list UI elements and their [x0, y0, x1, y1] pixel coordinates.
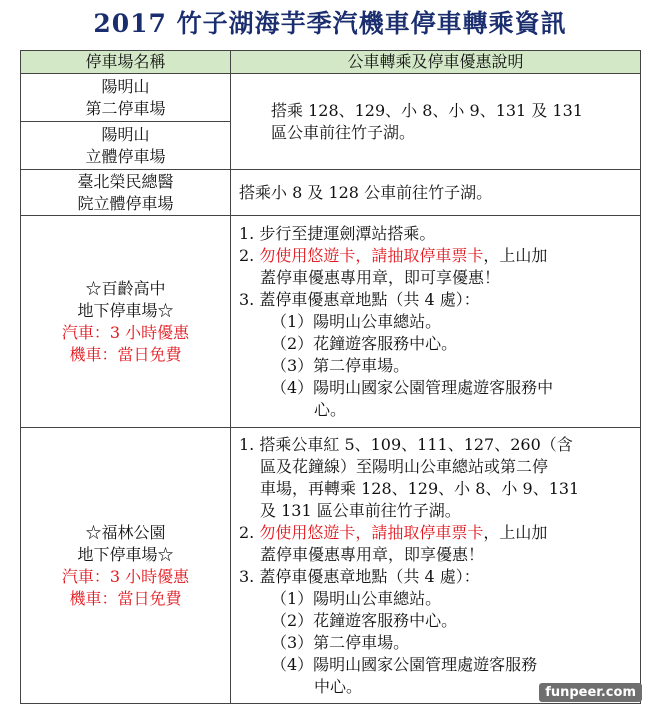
name-line: 陽明山 — [101, 76, 150, 96]
parking-name — [21, 122, 231, 170]
desc-line: （1）陽明山公車總站。 — [271, 311, 442, 331]
desc-line — [239, 245, 632, 267]
desc-line — [239, 522, 632, 544]
parking-name — [21, 216, 231, 428]
offer-line: 汽車：3 小時優惠 — [61, 322, 190, 342]
table-row — [21, 170, 641, 216]
desc-warning: 勿使用悠遊卡，請抽取停車票卡 — [259, 522, 484, 542]
desc-prefix: 2. — [239, 245, 260, 265]
table-header-row — [21, 51, 641, 74]
offer-line: 機車：當日免費 — [69, 344, 182, 364]
desc-line: 3. 蓋停車優惠章地點（共 4 處）： — [239, 566, 480, 586]
desc-line: 3. 蓋停車優惠章地點（共 4 處）： — [239, 289, 480, 309]
parking-desc — [231, 216, 641, 428]
name-line: 立體停車場 — [85, 146, 166, 166]
parking-name — [21, 170, 231, 216]
name-line: 陽明山 — [101, 124, 150, 144]
desc-line: 1. 步行至捷運劍潭站搭乘。 — [239, 223, 436, 243]
name-line: ☆百齡高中 — [85, 278, 166, 298]
desc-line: 蓋停車優惠專用章，即享優惠！ — [260, 544, 485, 564]
parking-desc — [231, 74, 641, 170]
offer-line: 汽車：3 小時優惠 — [61, 566, 190, 586]
desc-line: 搭乘 128、129、小 8、小 9、131 及 131 — [271, 100, 583, 120]
desc-line: （4）陽明山國家公園管理處遊客服務中 — [271, 377, 554, 397]
name-line: 地下停車場☆ — [77, 544, 174, 564]
header-name: 停車場名稱 — [21, 51, 231, 74]
desc-line: （2）花鐘遊客服務中心。 — [271, 333, 458, 353]
parking-name — [21, 428, 231, 704]
name-line: 院立體停車場 — [77, 193, 174, 213]
desc-warning: 勿使用悠遊卡，請抽取停車票卡 — [259, 245, 484, 265]
parking-name — [21, 74, 231, 122]
table-row — [21, 216, 641, 428]
parking-desc — [231, 428, 641, 704]
desc-suffix: ，上山加 — [483, 522, 548, 542]
offer-line: 機車：當日免費 — [69, 588, 182, 608]
desc-line: 中心。 — [314, 676, 363, 696]
table-row — [21, 74, 641, 122]
desc-line: （1）陽明山公車總站。 — [271, 588, 442, 608]
desc-line: （3）第二停車場。 — [271, 355, 410, 375]
page-title: 2017 竹子湖海芋季汽機車停車轉乘資訊 — [93, 9, 567, 38]
desc-line: （2）花鐘遊客服務中心。 — [271, 610, 458, 630]
desc-line: 及 131 區公車前往竹子湖。 — [260, 500, 461, 520]
name-line: 臺北榮民總醫 — [77, 171, 174, 191]
parking-desc: 搭乘小 8 及 128 公車前往竹子湖。 — [231, 170, 641, 216]
name-line: ☆福林公園 — [85, 522, 166, 542]
desc-suffix: ，上山加 — [483, 245, 548, 265]
desc-line: 蓋停車優惠專用章，即可享優惠！ — [260, 267, 501, 287]
watermark-badge: funpeer.com — [539, 683, 642, 702]
desc-line: 區及花鐘線）至陽明山公車總站或第二停 — [260, 456, 549, 476]
name-line: 第二停車場 — [85, 98, 166, 118]
name-line: 地下停車場☆ — [77, 300, 174, 320]
desc-line: 1. 搭乘公車紅 5、109、111、127、260（含 — [239, 434, 573, 454]
header-desc: 公車轉乘及停車優惠說明 — [231, 51, 641, 74]
desc-prefix: 2. — [239, 522, 260, 542]
table-row — [21, 428, 641, 704]
transfer-info-table — [20, 50, 641, 704]
desc-line: 區公車前往竹子湖。 — [271, 122, 416, 142]
desc-line: （3）第二停車場。 — [271, 632, 410, 652]
desc-line: （4）陽明山國家公園管理處遊客服務 — [271, 654, 538, 674]
desc-line: 心。 — [314, 399, 347, 419]
desc-line: 車場，再轉乘 128、129、小 8、小 9、131 — [260, 478, 580, 498]
